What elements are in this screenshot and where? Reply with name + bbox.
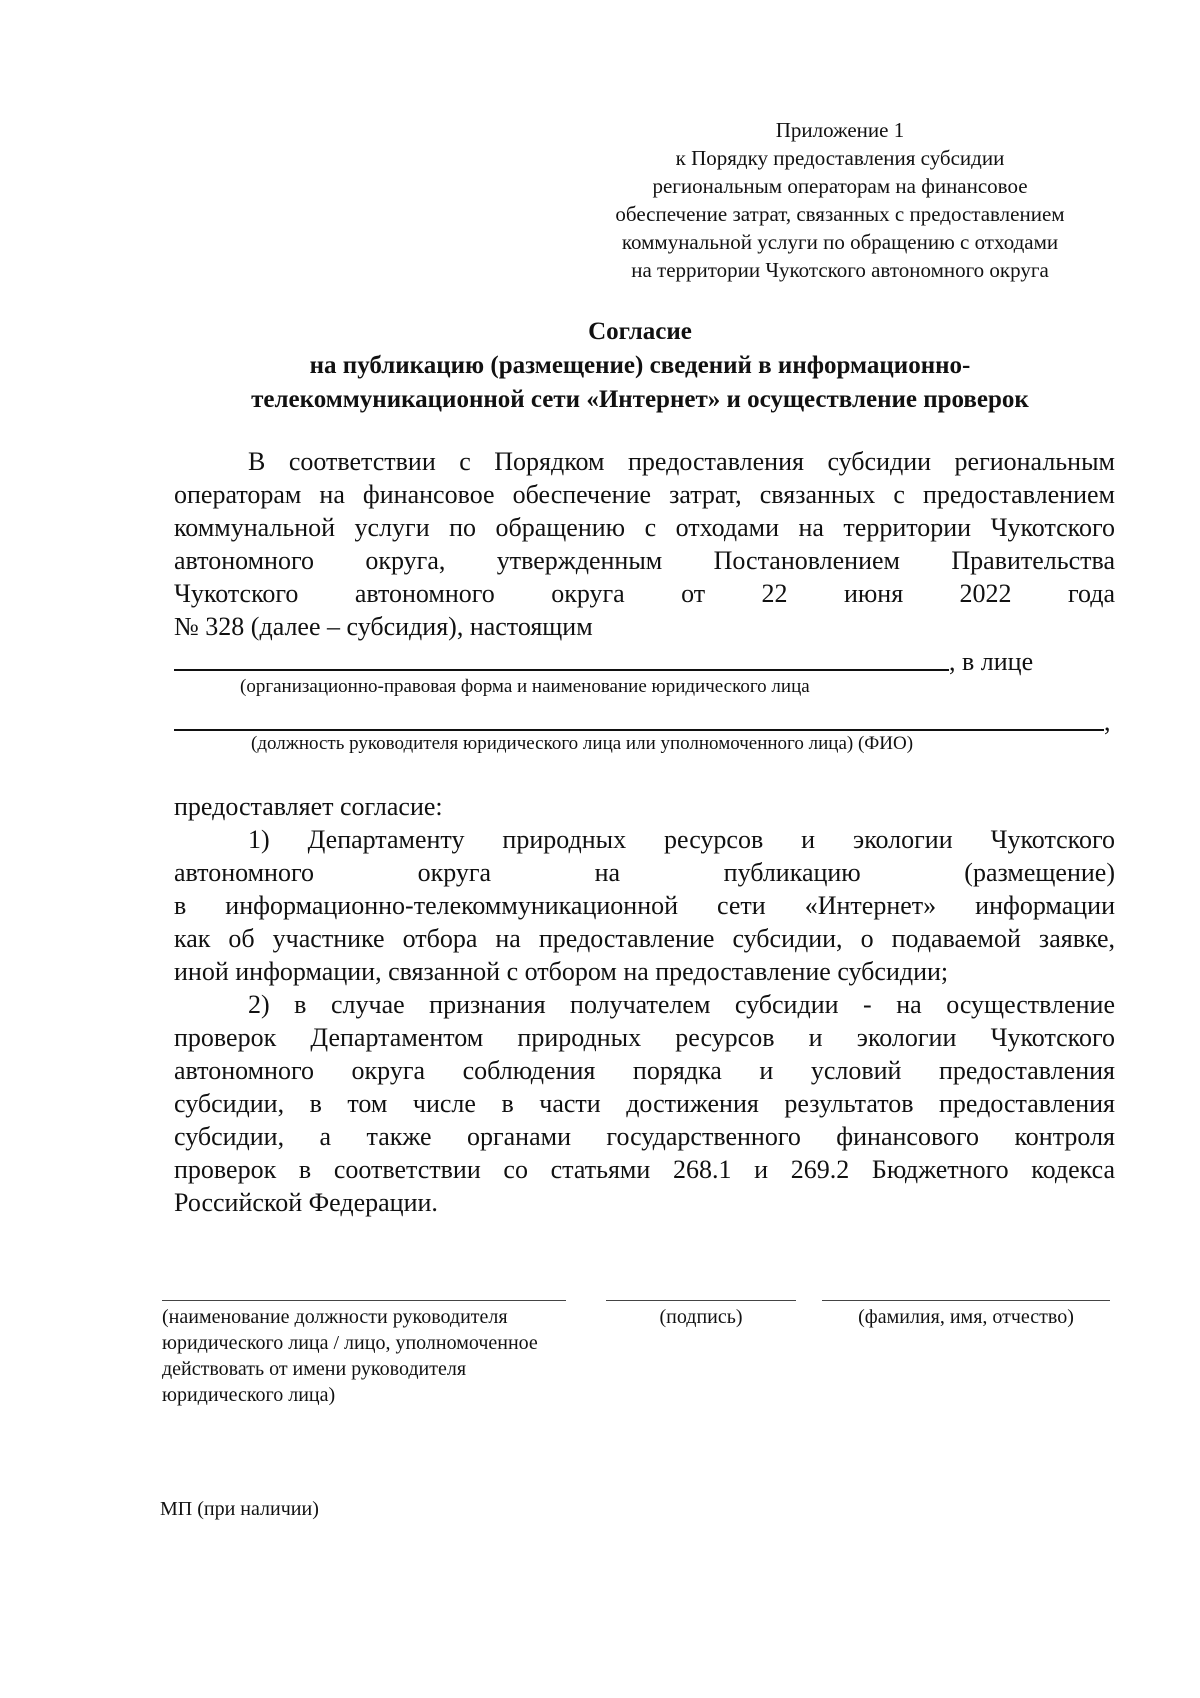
consent-item2-line: проверок в соответствии со статьями 268.1 и 269.2 Бюджетного кодекса xyxy=(174,1155,1115,1184)
intro-line: операторам на финансовое обеспечение затрат, связанных с предоставлением xyxy=(174,480,1115,509)
representative-blank-line[interactable] xyxy=(174,703,1104,731)
consent-item1-line: иной информации, связанной с отбором на предоставление субсидии; xyxy=(174,957,949,986)
org-name-caption: (организационно-правовая форма и наименование юридического лица xyxy=(240,676,810,697)
consent-item1-line: автономного округа на публикацию (размещение) xyxy=(174,858,1115,887)
intro-line: автономного округа, утвержденным Постановлением Правительства xyxy=(174,546,1115,575)
signature-line[interactable] xyxy=(606,1300,796,1301)
appendix-line: коммунальной услуги по обращению с отходами xyxy=(621,230,1059,254)
consent-item2-line: субсидии, в том числе в части достижения результатов предоставления xyxy=(174,1089,1115,1118)
full-name-caption: (фамилия, имя, отчество) xyxy=(858,1306,1074,1328)
title-line: Согласие xyxy=(588,318,692,345)
appendix-line: региональным операторам на финансовое xyxy=(652,174,1028,198)
appendix-header xyxy=(560,116,1120,284)
intro-paragraph xyxy=(174,445,1115,643)
consent-item2-line: 2) в случае признания получателем субсидии - на осуществление xyxy=(248,990,1115,1019)
consent-section xyxy=(174,790,1115,1219)
position-signature-line[interactable] xyxy=(162,1300,566,1301)
appendix-line: Приложение 1 xyxy=(775,118,905,142)
intro-line: коммунальной услуги по обращению с отходами на территории Чукотского xyxy=(174,513,1115,542)
org-name-field[interactable] xyxy=(174,643,1115,678)
document-title xyxy=(170,315,1110,417)
appendix-line: обеспечение затрат, связанных с предоставлением xyxy=(615,202,1065,226)
consent-item2-line: автономного округа соблюдения порядка и условий предоставления xyxy=(174,1056,1115,1085)
consent-item2-line: субсидии, а также органами государственного финансового контроля xyxy=(174,1122,1115,1151)
org-field-suffix: , в лице xyxy=(949,647,1034,676)
consent-lead: предоставляет согласие: xyxy=(174,792,443,821)
signature-caption: (подпись) xyxy=(659,1306,743,1328)
stamp-place-note: МП (при наличии) xyxy=(160,1498,319,1520)
consent-item2-line: Российской Федерации. xyxy=(174,1188,438,1217)
intro-line: В соответствии с Порядком предоставления субсидии региональным xyxy=(248,447,1115,476)
consent-item1-line: в информационно-телекоммуникационной сети «Интернет» информации xyxy=(174,891,1115,920)
consent-item1-line: 1) Департаменту природных ресурсов и экологии Чукотского xyxy=(248,825,1115,854)
intro-line: Чукотского автономного округа от 22 июня 2022 года xyxy=(174,579,1115,608)
appendix-line: на территории Чукотского автономного округа xyxy=(631,258,1049,282)
title-line: на публикацию (размещение) сведений в информационно- xyxy=(309,352,971,379)
org-name-blank-line[interactable] xyxy=(174,643,949,671)
intro-line: № 328 (далее – субсидия), настоящим xyxy=(174,612,593,641)
consent-item1-line: как об участнике отбора на предоставление субсидии, о подаваемой заявке, xyxy=(174,924,1115,953)
position-caption: (наименование должности руководителя юридического лица / лицо, уполномоченное действовать от имени руководителя юридического лица) xyxy=(162,1306,538,1406)
consent-item2-line: проверок Департаментом природных ресурсов и экологии Чукотского xyxy=(174,1023,1115,1052)
representative-caption: (должность руководителя юридического лица или уполномоченного лица) (ФИО) xyxy=(251,733,914,754)
full-name-signature-line[interactable] xyxy=(822,1300,1110,1301)
representative-field-suffix: , xyxy=(1104,707,1111,736)
title-line: телекоммуникационной сети «Интернет» и осуществление проверок xyxy=(251,386,1029,413)
appendix-line: к Порядку предоставления субсидии xyxy=(675,146,1005,170)
